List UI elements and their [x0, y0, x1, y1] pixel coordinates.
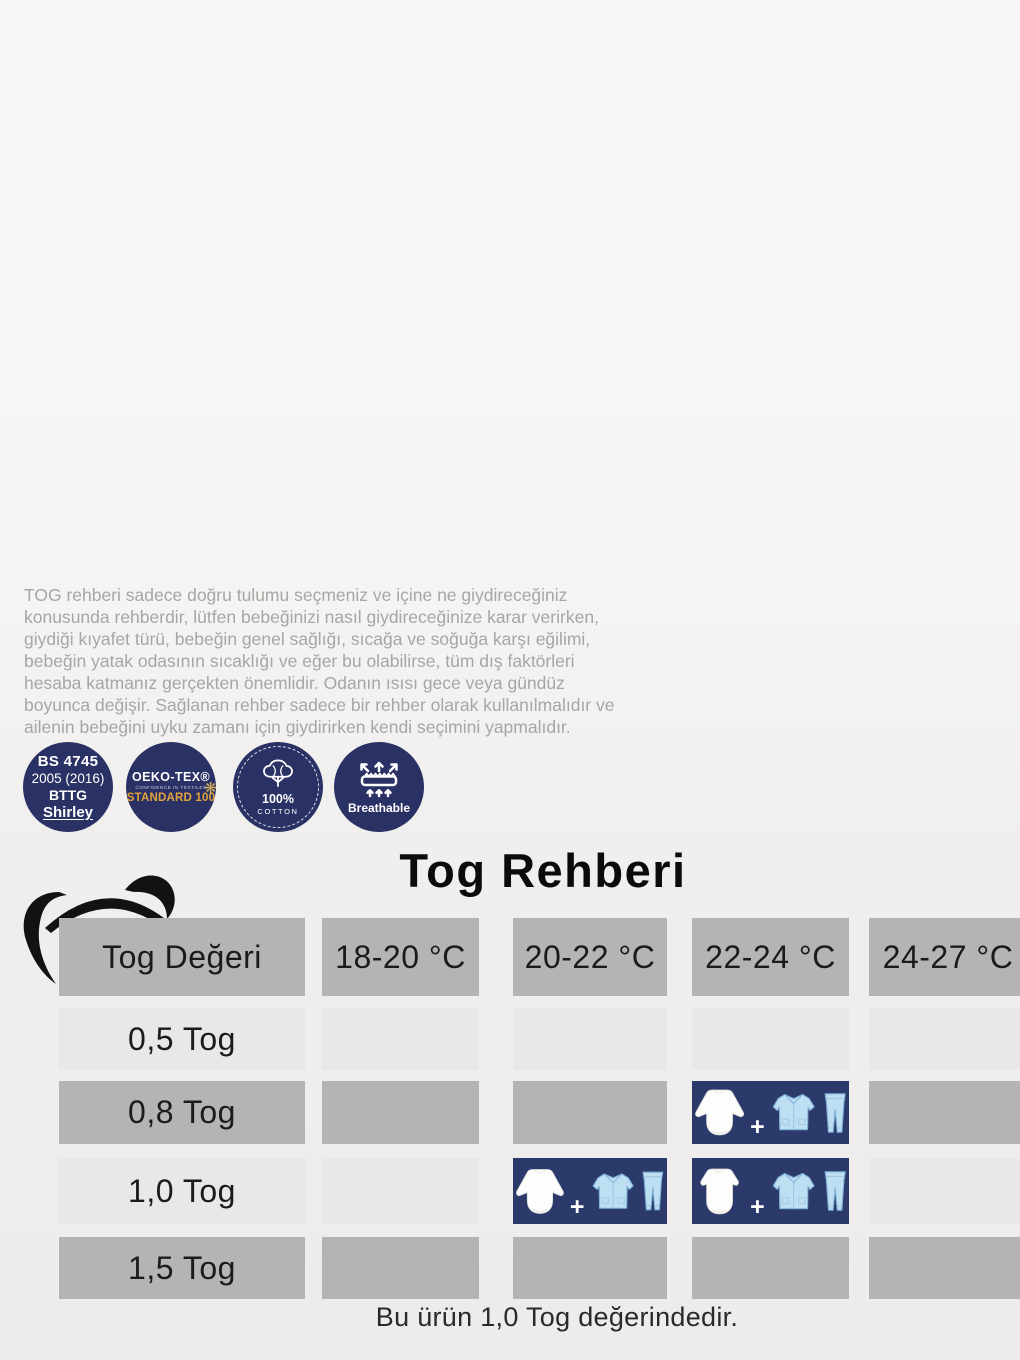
pajama-pants-icon [821, 1090, 849, 1136]
row-label-08-tog: 0,8 Tog [59, 1081, 305, 1144]
table-header-20-22: 20-22 °C [513, 918, 667, 996]
outfit-cell-10tog-20-22 [513, 1158, 667, 1224]
table-header-22-24: 22-24 °C [692, 918, 849, 996]
bs-standard-label: BS 4745 [37, 753, 99, 770]
table-cell-empty [513, 1081, 667, 1144]
tog-guide-description [24, 584, 614, 738]
pajama-pants-icon [639, 1168, 667, 1214]
pajama-pants-icon [821, 1168, 849, 1214]
table-cell-empty [869, 1237, 1020, 1299]
table-cell-empty [692, 1008, 849, 1070]
table-cell-empty [869, 1081, 1020, 1144]
tog-guide-title: Tog Rehberi [399, 844, 687, 897]
oeko-tex-standard-label: STANDARD 100 [126, 792, 216, 804]
intro-line: ailenin bebeğini uyku zamanı için giydirirken kendi seçimini yapmalıdır. [24, 717, 571, 737]
intro-line: bebeğin yatak odasının sıcaklığı ve eğer bu olabilirse, tüm dış faktörleri [24, 651, 575, 671]
pajama-top-icon [770, 1169, 817, 1214]
pajama-top-icon [590, 1169, 636, 1214]
row-label-10-tog: 1,0 Tog [59, 1158, 305, 1224]
table-header-tog-value: Tog Değeri [59, 918, 305, 996]
intro-line: boyunca değişir. Sağlanan rehber sadece bir rehber olarak kullanılmalıdır ve [24, 695, 615, 715]
cotton-badge [233, 742, 323, 832]
table-header-18-20: 18-20 °C [322, 918, 479, 996]
bs-year-label: 2005 (2016) [31, 771, 105, 786]
table-cell-empty [322, 1081, 479, 1144]
oeko-tex-badge [126, 742, 216, 832]
bs4745-certification-badge [23, 742, 113, 832]
bs-org-label: BTTG [48, 787, 88, 803]
intro-line: giydiği kıyafet türü, bebeğin genel sağlığı, sıcağa ve soğuğa karşı eğilimi, [24, 629, 591, 649]
outfit-cell-08tog-22-24 [692, 1081, 849, 1144]
table-cell-empty [692, 1237, 849, 1299]
dashed-ring [237, 746, 319, 828]
table-cell-empty [869, 1158, 1020, 1224]
plus-sign: + [750, 1113, 766, 1141]
intro-line: hesaba katmanız gerçekten önemlidir. Odanın ısısı gece veya gündüz [24, 673, 565, 693]
outfit-cell-10tog-22-24 [692, 1158, 849, 1224]
row-label-15-tog: 1,5 Tog [59, 1237, 305, 1299]
row-label-05-tog: 0,5 Tog [59, 1008, 305, 1070]
breathability-arrows-icon [355, 760, 403, 798]
intro-line: konusunda rehberdir, lütfen bebeğinizi nasıl giydireceğinize karar verirken, [24, 607, 599, 627]
cotton-percent-label: 100% [262, 792, 294, 806]
pajama-top-icon [770, 1090, 817, 1135]
cotton-label: COTTON [257, 807, 299, 816]
table-cell-empty [322, 1158, 479, 1224]
short-sleeve-bodysuit-icon [692, 1165, 747, 1218]
oeko-tex-tagline: CONFIDENCE IN TEXTILES [135, 785, 207, 790]
plus-sign: + [569, 1193, 586, 1221]
intro-line: TOG rehberi sadece doğru tulumu seçmeniz ve içine ne giydireceğiniz [24, 585, 568, 605]
table-cell-empty [513, 1237, 667, 1299]
plus-sign: + [750, 1193, 766, 1221]
table-cell-empty [513, 1008, 667, 1070]
breathable-label: Breathable [347, 800, 411, 815]
table-cell-empty [869, 1008, 1020, 1070]
table-cell-empty [322, 1237, 479, 1299]
table-header-24-27: 24-27 °C [869, 918, 1020, 996]
bs-lab-label: Shirley [42, 804, 94, 821]
long-sleeve-bodysuit-icon [513, 1165, 567, 1218]
table-cell-empty [322, 1008, 479, 1070]
breathable-badge [334, 742, 424, 832]
flower-icon: ❋ [204, 780, 217, 797]
long-sleeve-bodysuit-icon [692, 1086, 747, 1139]
oeko-tex-brand-label: OEKO-TEX® [131, 770, 211, 784]
product-tog-caption: Bu ürün 1,0 Tog değerindedir. [375, 1302, 739, 1332]
